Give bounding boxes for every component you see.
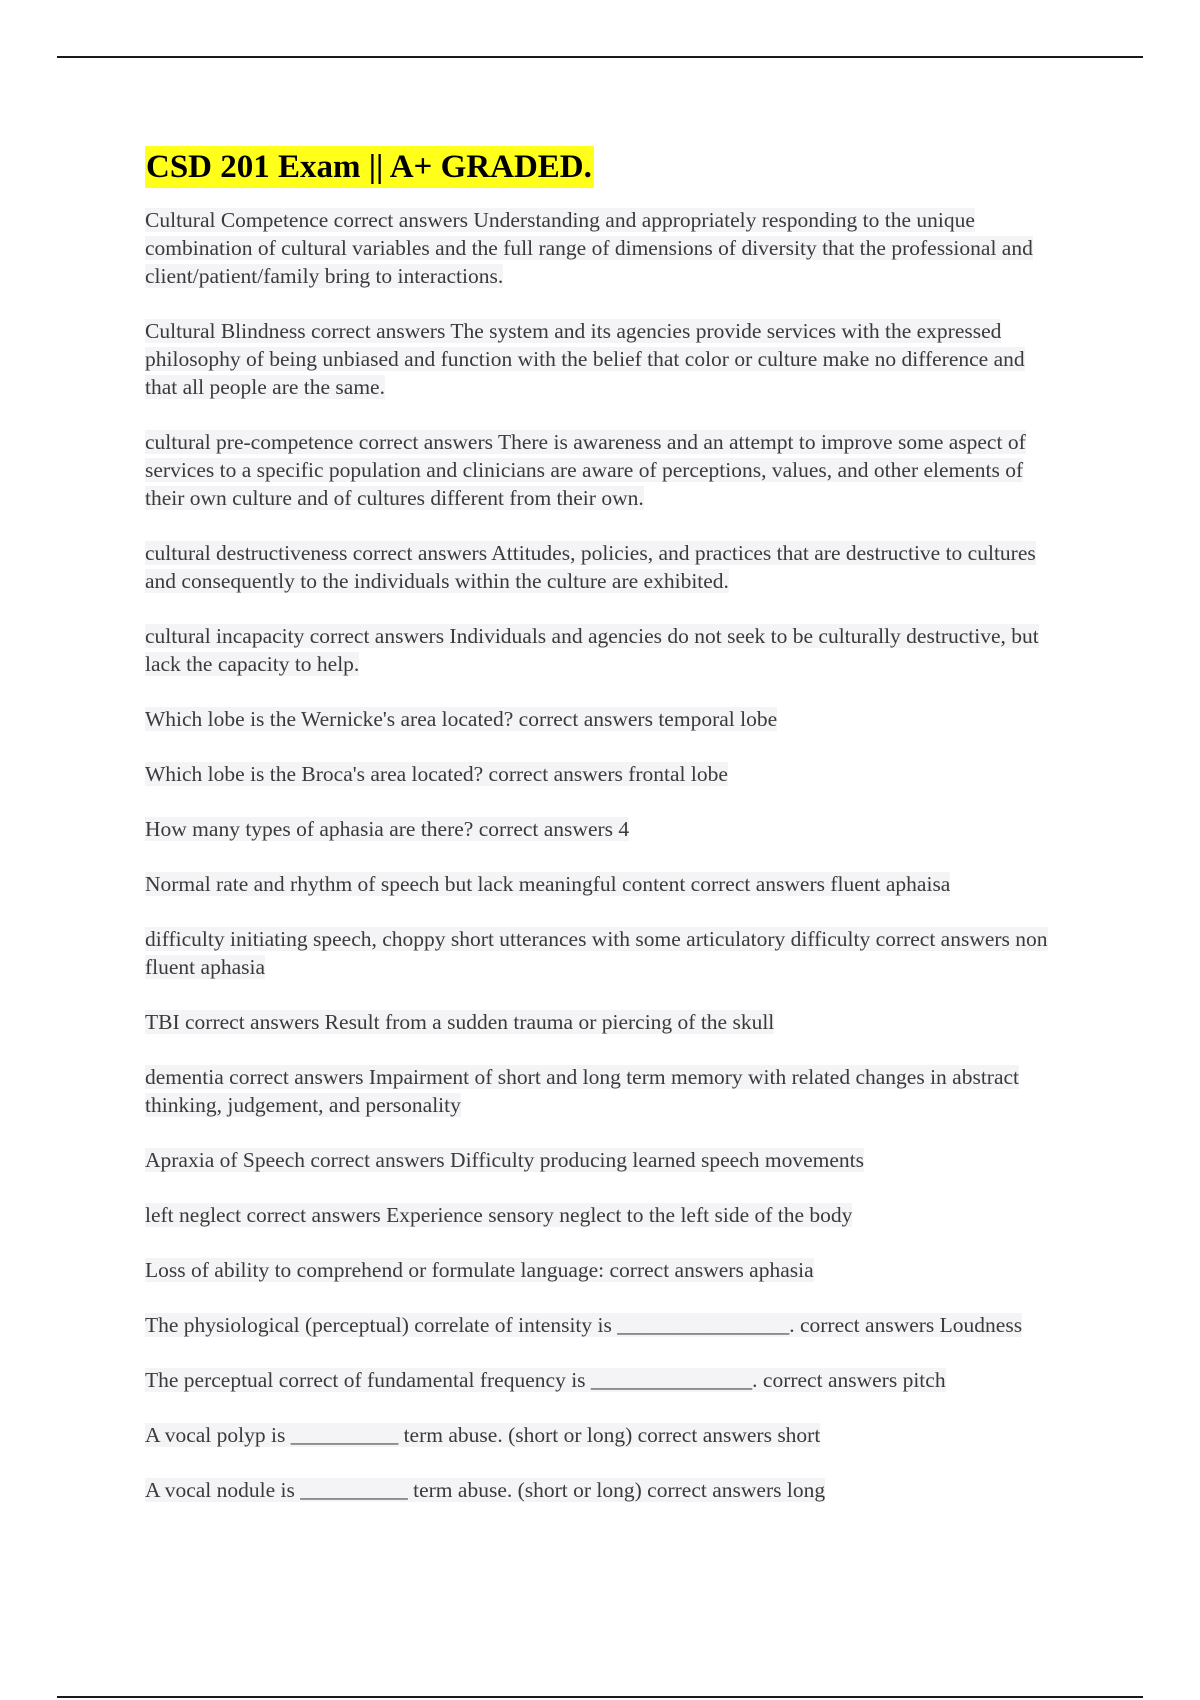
qa-entry — [145, 1421, 1060, 1449]
qa-entry-text: cultural destructiveness correct answers Attitudes, policies, and practices that are destructive to cultures and consequently to the individuals within the culture are exhibited. — [145, 541, 1036, 593]
qa-entry — [145, 1366, 1060, 1394]
qa-entry-text: How many types of aphasia are there? correct answers 4 — [145, 817, 630, 841]
qa-entry-text: cultural pre-competence correct answers There is awareness and an attempt to improve some aspect of services to a specific population and clinicians are aware of perceptions, values, and other elements of their own culture and of cultures different from their own. — [145, 430, 1026, 510]
qa-entry — [145, 705, 1060, 733]
document-title: CSD 201 Exam || A+ GRADED. — [145, 146, 594, 188]
qa-entry-text: left neglect correct answers Experience sensory neglect to the left side of the body — [145, 1203, 853, 1227]
qa-entry-text: The perceptual correct of fundamental frequency is _______________. correct answers pitch — [145, 1368, 946, 1392]
qa-entry-text: The physiological (perceptual) correlate of intensity is ________________. correct answers Loudness — [145, 1313, 1023, 1337]
qa-entry — [145, 622, 1060, 678]
qa-entry — [145, 925, 1060, 981]
qa-entry — [145, 760, 1060, 788]
qa-entry-text: Apraxia of Speech correct answers Difficulty producing learned speech movements — [145, 1148, 864, 1172]
qa-entry — [145, 870, 1060, 898]
qa-entry-text: A vocal nodule is __________ term abuse. (short or long) correct answers long — [145, 1478, 826, 1502]
qa-entry — [145, 1476, 1060, 1504]
qa-entry-text: TBI correct answers Result from a sudden trauma or piercing of the skull — [145, 1010, 775, 1034]
bottom-divider — [57, 1696, 1143, 1698]
qa-entry-text: Loss of ability to comprehend or formulate language: correct answers aphasia — [145, 1258, 814, 1282]
qa-entry — [145, 1008, 1060, 1036]
qa-entry-text: cultural incapacity correct answers Individuals and agencies do not seek to be culturally destructive, but lack the capacity to help. — [145, 624, 1039, 676]
qa-entry — [145, 206, 1060, 290]
document-body — [145, 146, 1060, 1531]
qa-entry — [145, 1256, 1060, 1284]
qa-entry — [145, 1311, 1060, 1339]
qa-entry — [145, 317, 1060, 401]
qa-entry — [145, 539, 1060, 595]
top-divider — [57, 56, 1143, 58]
entry-list — [145, 206, 1060, 1504]
qa-entry-text: difficulty initiating speech, choppy short utterances with some articulatory difficulty correct answers non fluent aphasia — [145, 927, 1048, 979]
qa-entry-text: A vocal polyp is __________ term abuse. (short or long) correct answers short — [145, 1423, 821, 1447]
qa-entry-text: Which lobe is the Wernicke's area located? correct answers temporal lobe — [145, 707, 778, 731]
qa-entry-text: Which lobe is the Broca's area located? correct answers frontal lobe — [145, 762, 728, 786]
qa-entry-text: Cultural Blindness correct answers The system and its agencies provide services with the expressed philosophy of being unbiased and function with the belief that color or culture make no difference and that all people are the same. — [145, 319, 1025, 399]
qa-entry — [145, 1146, 1060, 1174]
qa-entry — [145, 815, 1060, 843]
qa-entry — [145, 1201, 1060, 1229]
qa-entry-text: dementia correct answers Impairment of short and long term memory with related changes in abstract thinking, judgement, and personality — [145, 1065, 1020, 1117]
qa-entry — [145, 428, 1060, 512]
qa-entry — [145, 1063, 1060, 1119]
qa-entry-text: Cultural Competence correct answers Understanding and appropriately responding to the unique combination of cultural variables and the full range of dimensions of diversity that the professional and client/patient/family bring to interactions. — [145, 208, 1033, 288]
qa-entry-text: Normal rate and rhythm of speech but lack meaningful content correct answers fluent aphaisa — [145, 872, 951, 896]
